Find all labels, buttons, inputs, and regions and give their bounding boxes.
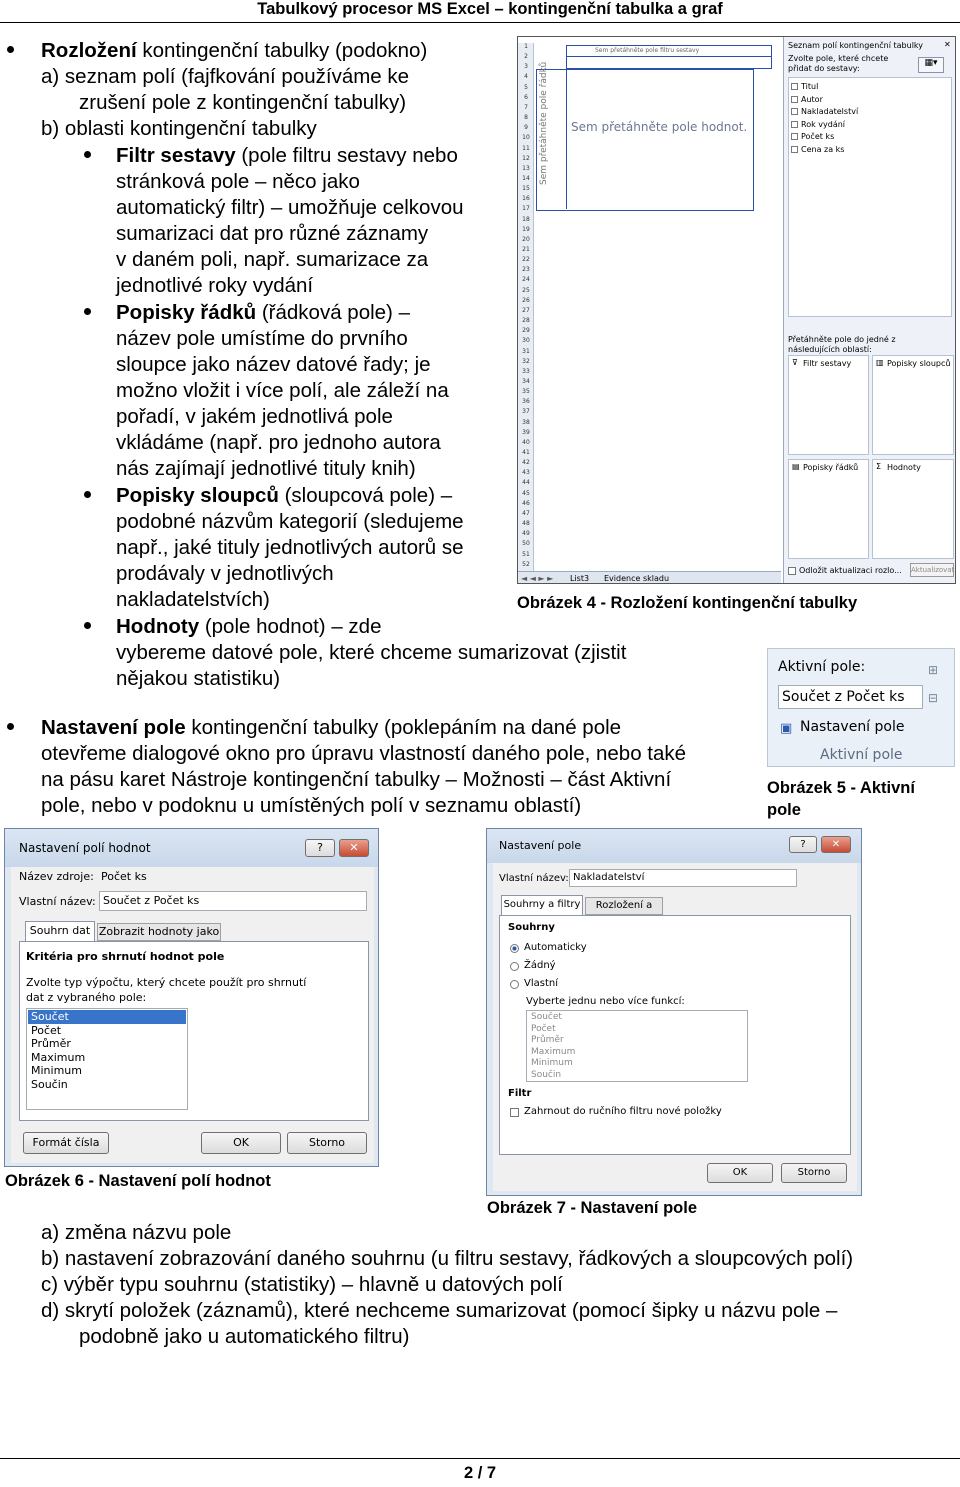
bullet xyxy=(84,151,91,158)
function-option[interactable]: Průměr xyxy=(31,1037,71,1051)
row-number: 39 xyxy=(522,428,530,436)
text: (pole hodnot) – zde xyxy=(199,615,382,638)
tab-panel xyxy=(499,915,851,1155)
sheet-tabs-bar xyxy=(518,571,781,584)
line: stránková pole – něco jako xyxy=(116,170,360,193)
nav-arrows-icon[interactable]: ◄ ◄ ► ► xyxy=(521,574,554,583)
row-number: 35 xyxy=(522,388,530,396)
row-number: 36 xyxy=(522,398,530,406)
row-number: 51 xyxy=(522,550,530,558)
text: (sloupcová pole) – xyxy=(278,484,453,507)
active-field-input[interactable]: Součet z Počet ks xyxy=(778,685,923,709)
row-number: 9 xyxy=(524,124,528,132)
top-drop-zone xyxy=(566,45,772,57)
row-number: 40 xyxy=(522,438,530,446)
pane-close-icon[interactable]: ✕ xyxy=(944,40,951,49)
function-option[interactable]: Maximum xyxy=(31,1050,86,1064)
bullet xyxy=(7,46,14,53)
field-checkbox-item[interactable] xyxy=(791,95,823,107)
line: možno vložit i více polí, ale záleží na xyxy=(116,379,449,402)
column-drop-zone xyxy=(566,57,772,69)
figure-7-dialog xyxy=(486,828,862,1196)
checkbox[interactable] xyxy=(791,108,798,115)
row-number: 12 xyxy=(522,154,530,162)
ribbon-icon: ⊞ xyxy=(928,663,939,677)
header-rule xyxy=(0,22,960,23)
field-label: Autor xyxy=(801,94,823,104)
help-button[interactable]: ? xyxy=(305,839,335,857)
filter-icon: ⊽ xyxy=(792,358,798,367)
row-drop-zone xyxy=(537,61,567,209)
field-checkbox-list xyxy=(788,77,952,317)
line: v daném poli, např. sumarizace za xyxy=(116,248,429,271)
function-listbox[interactable] xyxy=(526,1010,748,1082)
defer-label: Odložit aktualizaci rozlo... xyxy=(799,566,902,575)
row-number: 17 xyxy=(522,205,530,213)
row-number: 11 xyxy=(522,144,530,152)
source-name-value: Počet ks xyxy=(101,870,147,883)
area-columns xyxy=(872,355,954,455)
line: automatický filtr) – umožňuje celkovou xyxy=(116,196,464,219)
tab-souhrn-dat[interactable]: Souhrn dat xyxy=(25,921,95,941)
bullet xyxy=(7,723,14,730)
checkbox[interactable] xyxy=(791,133,798,140)
sub-popisky-radku xyxy=(116,300,410,325)
row-number: 38 xyxy=(522,418,530,426)
row-number: 41 xyxy=(522,449,530,456)
list-item-c: c) výběr typu souhrnu (statistiky) – hlavně u datových polí xyxy=(41,1273,563,1296)
area-rows-label: Popisky řádků xyxy=(803,463,859,472)
text: kontingenční tabulky (podokno) xyxy=(136,39,428,62)
help-button[interactable]: ? xyxy=(789,836,817,853)
row-number: 24 xyxy=(522,276,530,284)
tab-souhrny-filtry[interactable]: Souhrny a filtry xyxy=(501,895,583,915)
row-number: 47 xyxy=(522,509,530,517)
row-number: 29 xyxy=(522,327,530,335)
list-item-d-cont: podobně jako u automatického filtru) xyxy=(79,1325,410,1348)
line: pole, nebo v podoknu u umístěných polí v seznamu oblastí) xyxy=(41,794,582,817)
row-number: 8 xyxy=(524,114,528,122)
tab-zobrazit-hodnoty[interactable]: Zobrazit hodnoty jako xyxy=(97,923,221,941)
line: pořadí, v jakém jednotlivá pole xyxy=(116,405,393,428)
include-new-checkbox[interactable] xyxy=(510,1108,519,1117)
radio-automatic-label: Automaticky xyxy=(524,942,587,953)
checkbox[interactable] xyxy=(791,96,798,103)
custom-name-label: Vlastní název: xyxy=(499,873,569,884)
line: sloupce jako název datové řady; je xyxy=(116,353,431,376)
drop-left-label: Sem přetáhněte pole řádků xyxy=(539,61,549,185)
field-label: Titul xyxy=(801,82,819,91)
row-number: 1 xyxy=(524,43,528,50)
defer-checkbox[interactable] xyxy=(788,567,796,575)
term: Popisky sloupců xyxy=(116,484,279,507)
ribbon-icon: ⊟ xyxy=(928,691,939,705)
tab-panel xyxy=(19,941,369,1121)
row-number: 23 xyxy=(522,266,530,274)
line: na pásu karet Nástroje kontingenční tabulky – Možnosti – část Aktivní xyxy=(41,768,672,791)
line: název pole umístíme do prvního xyxy=(116,327,408,350)
sheet-tab-evidence[interactable]: Evidence skladu xyxy=(604,574,670,583)
row-number: 7 xyxy=(524,103,528,111)
field-label: Rok vydání xyxy=(801,119,846,129)
sub-popisky-sloupcu xyxy=(116,483,452,508)
row-number: 43 xyxy=(522,469,530,477)
row-number: 19 xyxy=(522,225,530,233)
row-number: 6 xyxy=(524,93,528,101)
field-checkbox-item[interactable] xyxy=(791,107,858,119)
line: sumarizaci dat pro různé záznamy xyxy=(116,222,429,245)
pane-title: Seznam polí kontingenční tabulky xyxy=(788,41,924,50)
row-number: 21 xyxy=(522,246,530,253)
row-number: 42 xyxy=(522,459,530,467)
radio-automatic[interactable] xyxy=(510,944,519,953)
row-number: 34 xyxy=(522,377,530,385)
row-number: 16 xyxy=(522,195,530,203)
active-field-label: Aktivní pole: xyxy=(778,659,866,675)
close-button[interactable]: ✕ xyxy=(821,836,851,853)
line: jednotlivé roky vydání xyxy=(116,274,314,297)
term: Nastavení pole xyxy=(41,716,186,739)
function-option[interactable]: Součet xyxy=(531,1012,562,1022)
update-button[interactable]: Aktualizovat xyxy=(910,563,954,577)
checkbox[interactable] xyxy=(791,146,798,153)
text: (pole filtru sestavy nebo xyxy=(235,144,458,167)
area-rows xyxy=(788,459,869,559)
list-item-a: a) změna názvu pole xyxy=(41,1221,232,1244)
row-number: 46 xyxy=(522,499,530,507)
line: např., jaké tituly jednotlivých autorů se xyxy=(116,536,464,559)
function-option[interactable]: Součin xyxy=(531,1069,562,1080)
tab-rozlozeni-tisk[interactable]: Rozložení a xyxy=(585,897,663,915)
area-filter-label: Filtr sestavy xyxy=(803,359,852,368)
line: nakladatelstvích) xyxy=(116,588,270,611)
page-number: 2 / 7 xyxy=(463,1464,497,1482)
item-nastaveni-pole xyxy=(41,715,621,740)
caption-figure-4: Obrázek 4 - Rozložení kontingenční tabulky xyxy=(517,594,858,612)
area-values-label: Hodnoty xyxy=(887,463,921,472)
text: (řádková pole) – xyxy=(256,301,410,324)
row-number: 30 xyxy=(522,337,530,345)
function-option[interactable]: Počet xyxy=(31,1023,62,1037)
function-option[interactable]: Součin xyxy=(31,1078,68,1091)
line: b) oblasti kontingenční tabulky xyxy=(41,117,317,140)
row-number: 50 xyxy=(522,540,530,548)
row-number: 14 xyxy=(522,174,530,182)
radio-custom-label: Vlastní xyxy=(524,978,558,989)
instruction-line2: dat z vybraného pole: xyxy=(26,991,147,1004)
dialog-titlebar xyxy=(5,829,379,867)
term: Filtr sestavy xyxy=(116,144,236,167)
caption-figure-6: Obrázek 6 - Nastavení polí hodnot xyxy=(5,1172,271,1190)
close-button[interactable]: ✕ xyxy=(339,839,369,857)
field-list-pane xyxy=(783,37,956,584)
field-checkbox-item[interactable] xyxy=(791,82,818,94)
row-number: 26 xyxy=(522,296,530,304)
row-number: 49 xyxy=(522,530,530,538)
instruction-line1: Zvolte typ výpočtu, který chcete použít pro shrnutí xyxy=(26,976,307,989)
row-number: 37 xyxy=(522,408,530,416)
row-number: 4 xyxy=(524,73,528,81)
sigma-icon: Σ xyxy=(876,462,882,471)
field-settings-button[interactable]: Nastavení pole xyxy=(800,719,905,735)
row-number: 3 xyxy=(524,63,528,71)
row-number: 48 xyxy=(522,520,530,528)
item-rozlozeni xyxy=(41,38,427,63)
row-number: 15 xyxy=(522,185,530,193)
sub-filtr-sestavy xyxy=(116,143,458,168)
filter-heading: Filtr xyxy=(508,1088,532,1099)
field-checkbox-item[interactable] xyxy=(791,145,844,157)
line: vybereme datové pole, které chceme sumarizovat (zjistit xyxy=(116,641,627,664)
row-number: 44 xyxy=(522,479,530,487)
text: kontingenční tabulky (poklepáním na dané pole xyxy=(185,716,622,739)
row-number: 18 xyxy=(522,215,530,223)
figure-6-dialog xyxy=(4,828,379,1167)
custom-name-label: Vlastní název: xyxy=(19,895,96,908)
custom-name-input[interactable]: Součet z Počet ks xyxy=(99,891,367,911)
choose-functions-label: Vyberte jednu nebo více funkcí: xyxy=(526,996,685,1007)
term: Popisky řádků xyxy=(116,301,257,324)
figure-5-screenshot xyxy=(767,648,955,767)
radio-custom[interactable] xyxy=(510,980,519,989)
function-option[interactable]: Součet xyxy=(28,1010,186,1024)
subtotals-heading: Souhrny xyxy=(508,922,555,933)
radio-none-label: Žádný xyxy=(524,960,556,971)
line: otevřeme dialogové okno pro úpravu vlastností daného pole, nebo také xyxy=(41,742,687,765)
function-option[interactable]: Minimum xyxy=(31,1064,82,1078)
radio-none[interactable] xyxy=(510,962,519,971)
list-item-b: b) nastavení zobrazování daného souhrnu (u filtru sestavy, řádkových a sloupcových polí) xyxy=(41,1247,854,1270)
row-number: 33 xyxy=(522,367,530,375)
area-filter xyxy=(788,355,869,455)
function-listbox[interactable] xyxy=(26,1008,188,1110)
row-number: 20 xyxy=(522,235,530,243)
cancel-button[interactable]: Storno xyxy=(287,1132,367,1154)
caption-figure-5-line2: pole xyxy=(767,801,801,819)
sheet-grid xyxy=(518,37,781,584)
footer-rule xyxy=(0,1458,960,1459)
row-number: 45 xyxy=(522,489,530,497)
field-checkbox-item[interactable] xyxy=(791,132,834,144)
rows-icon: ▤ xyxy=(792,462,800,471)
dialog-body xyxy=(493,863,857,1191)
field-label: Nakladatelství xyxy=(801,107,859,116)
ok-button[interactable]: OK xyxy=(707,1163,773,1183)
cancel-button[interactable]: Storno xyxy=(781,1163,847,1183)
columns-icon: ▥ xyxy=(876,358,884,367)
caption-figure-5: Obrázek 5 - Aktivní xyxy=(767,779,915,797)
criteria-heading: Kritéria pro shrnutí hodnot pole xyxy=(26,950,225,963)
function-option[interactable]: Minimum xyxy=(531,1058,573,1068)
bullet xyxy=(84,491,91,498)
row-number: 32 xyxy=(522,357,530,365)
layout-button[interactable]: ▦▾ xyxy=(918,57,944,73)
row-header-column xyxy=(518,43,534,571)
function-option[interactable]: Maximum xyxy=(531,1046,576,1057)
line: nějakou statistiku) xyxy=(116,667,281,690)
row-number: 22 xyxy=(522,256,530,264)
function-option[interactable]: Počet xyxy=(531,1023,556,1034)
row-number: 5 xyxy=(524,83,528,91)
row-number: 2 xyxy=(524,53,528,61)
pane-choose-fields: Zvolte pole, které chcete přidat do sestavy: xyxy=(788,54,889,73)
field-label: Cena za ks xyxy=(801,144,845,154)
row-number: 28 xyxy=(522,317,530,325)
row-number: 25 xyxy=(522,286,530,294)
ok-button[interactable]: OK xyxy=(201,1132,281,1154)
line: zrušení pole z kontingenční tabulky) xyxy=(79,91,407,114)
bullet xyxy=(84,308,91,315)
line: prodávaly v jednotlivých xyxy=(116,562,334,585)
field-checkbox-item[interactable] xyxy=(791,120,845,132)
line: vkládáme (např. pro jednoho autora xyxy=(116,431,441,454)
checkbox[interactable] xyxy=(791,121,798,128)
sub-hodnoty xyxy=(116,614,381,639)
figure-4-screenshot xyxy=(517,36,956,584)
row-number: 10 xyxy=(522,134,530,142)
drag-instruction: Přetáhněte pole do jedné z následujících oblastí: xyxy=(788,335,896,354)
line: a) seznam polí (fajfkování používáme ke xyxy=(41,65,410,88)
pivot-frame xyxy=(536,61,754,211)
active-field-group-label: Aktivní pole xyxy=(820,747,903,763)
row-number: 31 xyxy=(522,347,530,355)
dialog-title: Nastavení polí hodnot xyxy=(19,841,151,855)
row-number: 27 xyxy=(522,306,530,314)
field-label: Počet ks xyxy=(801,132,835,141)
bullet xyxy=(84,622,91,629)
line: nás zajímají jednotlivé tituly knih) xyxy=(116,457,416,480)
drop-values-label: Sem přetáhněte pole hodnot. xyxy=(571,120,748,134)
caption-figure-7: Obrázek 7 - Nastavení pole xyxy=(487,1199,697,1217)
function-option[interactable]: Průměr xyxy=(531,1035,564,1045)
checkbox[interactable] xyxy=(791,83,798,90)
dialog-title: Nastavení pole xyxy=(499,839,582,852)
term: Rozložení xyxy=(41,39,137,62)
number-format-button[interactable]: Formát čísla xyxy=(23,1132,109,1154)
area-columns-label: Popisky sloupců xyxy=(887,359,951,368)
custom-name-input[interactable]: Nakladatelství xyxy=(569,869,797,887)
term: Hodnoty xyxy=(116,615,200,638)
dialog-body xyxy=(11,867,374,1163)
source-name-label: Název zdroje: xyxy=(19,870,94,883)
row-number: 52 xyxy=(522,560,530,568)
line: podobné názvům kategorií (sledujeme xyxy=(116,510,464,533)
field-settings-icon: ▣ xyxy=(780,721,793,736)
sheet-tab-list3[interactable]: List3 xyxy=(570,574,590,583)
drop-top-label: Sem přetáhněte pole filtru sestavy xyxy=(595,47,700,54)
list-item-d: d) skrytí položek (záznamů), které nechceme sumarizovat (pomocí šipky u názvu pole – xyxy=(41,1299,838,1322)
running-header: Tabulkový procesor MS Excel – kontingenční tabulka a graf xyxy=(257,0,723,18)
dialog-titlebar xyxy=(487,829,862,863)
area-values xyxy=(872,459,954,559)
include-new-label: Zahrnout do ručního filtru nové položky xyxy=(524,1106,722,1117)
row-number: 13 xyxy=(522,164,530,172)
